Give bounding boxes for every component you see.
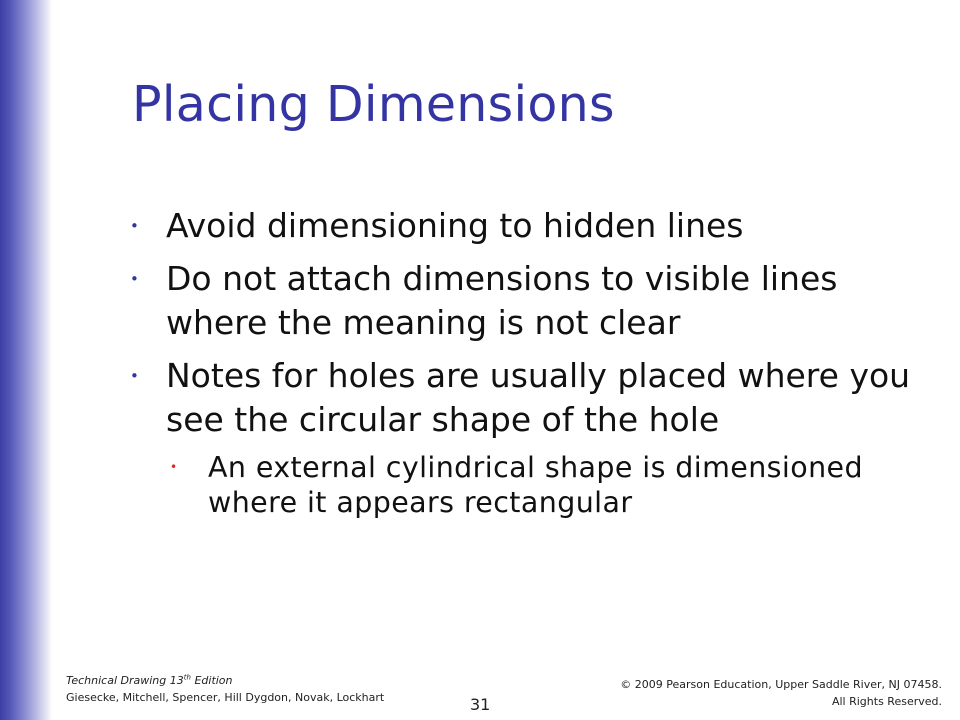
bullet-marker-icon: •: [130, 270, 139, 288]
bullet-item: [128, 204, 948, 248]
copyright-line-2: All Rights Reserved.: [831, 695, 942, 708]
sub-bullet-list: [166, 450, 948, 520]
side-gradient-band: [0, 0, 52, 720]
slide-title: Placing Dimensions: [132, 76, 615, 133]
book-title-sup: th: [183, 673, 191, 682]
bullet-text: Notes for holes are usually placed where you see the circular shape of the hole: [166, 356, 911, 439]
copyright-line-1: © 2009 Pearson Education, Upper Saddle River, NJ 07458.: [620, 678, 942, 691]
footer-book-info: [66, 672, 384, 706]
bullet-item: [128, 354, 948, 520]
sub-bullet-item: [166, 450, 948, 520]
page-number: 31: [470, 695, 491, 714]
bullet-list: [128, 204, 948, 529]
bullet-text: Do not attach dimensions to visible lines where the meaning is not clear: [166, 259, 838, 342]
book-authors: Giesecke, Mitchell, Spencer, Hill Dygdon, Novak, Lockhart: [66, 691, 385, 704]
sub-bullet-marker-icon: •: [170, 460, 178, 474]
book-title-suffix: Edition: [190, 674, 233, 687]
bullet-item: [128, 257, 948, 345]
book-title: [66, 672, 384, 689]
sub-bullet-text: An external cylindrical shape is dimensioned where it appears rectangular: [208, 451, 863, 519]
bullet-text: Avoid dimensioning to hidden lines: [166, 206, 744, 245]
bullet-marker-icon: •: [130, 367, 139, 385]
footer-copyright: [620, 676, 942, 710]
bullet-marker-icon: •: [130, 217, 139, 235]
book-title-prefix: Technical Drawing 13: [66, 674, 184, 687]
